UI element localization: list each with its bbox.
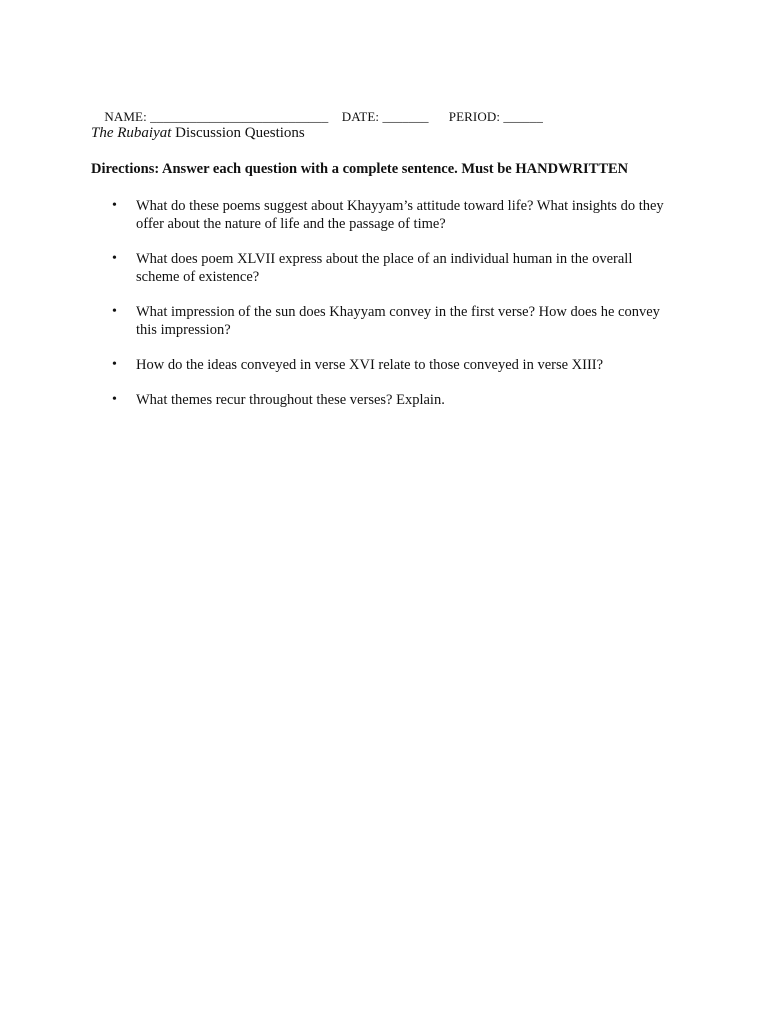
question-item xyxy=(112,250,672,286)
question-item xyxy=(112,391,672,409)
title-work-name: The Rubaiyat xyxy=(91,125,172,141)
bullet-icon: • xyxy=(112,392,117,407)
title-rest: Discussion Questions xyxy=(171,125,305,141)
question-text: How do the ideas conveyed in verse XVI relate to those conveyed in verse XIII? xyxy=(136,357,604,373)
period-field-label: PERIOD: ______ xyxy=(448,109,543,124)
bullet-icon: • xyxy=(112,251,117,266)
question-item xyxy=(112,197,672,233)
question-item xyxy=(112,356,672,374)
question-item xyxy=(112,303,672,339)
question-text: What themes recur throughout these verses? Explain. xyxy=(136,392,445,408)
page-title xyxy=(91,125,305,142)
question-text: What do these poems suggest about Khayyam’s attitude toward life? What insights do they offer about the nature of life and the passage of time? xyxy=(136,198,664,232)
bullet-icon: • xyxy=(112,357,117,372)
date-field-label: DATE: _______ xyxy=(341,109,429,124)
bullet-icon: • xyxy=(112,304,117,319)
question-list xyxy=(112,197,672,426)
bullet-icon: • xyxy=(112,198,117,213)
name-field-label: NAME: ___________________________ xyxy=(104,109,329,124)
question-text: What impression of the sun does Khayyam convey in the first verse? How does he convey this impression? xyxy=(136,304,660,338)
question-text: What does poem XLVII express about the place of an individual human in the overall scheme of existence? xyxy=(136,251,633,285)
directions-text: Directions: Answer each question with a complete sentence. Must be HANDWRITTEN xyxy=(91,161,629,177)
